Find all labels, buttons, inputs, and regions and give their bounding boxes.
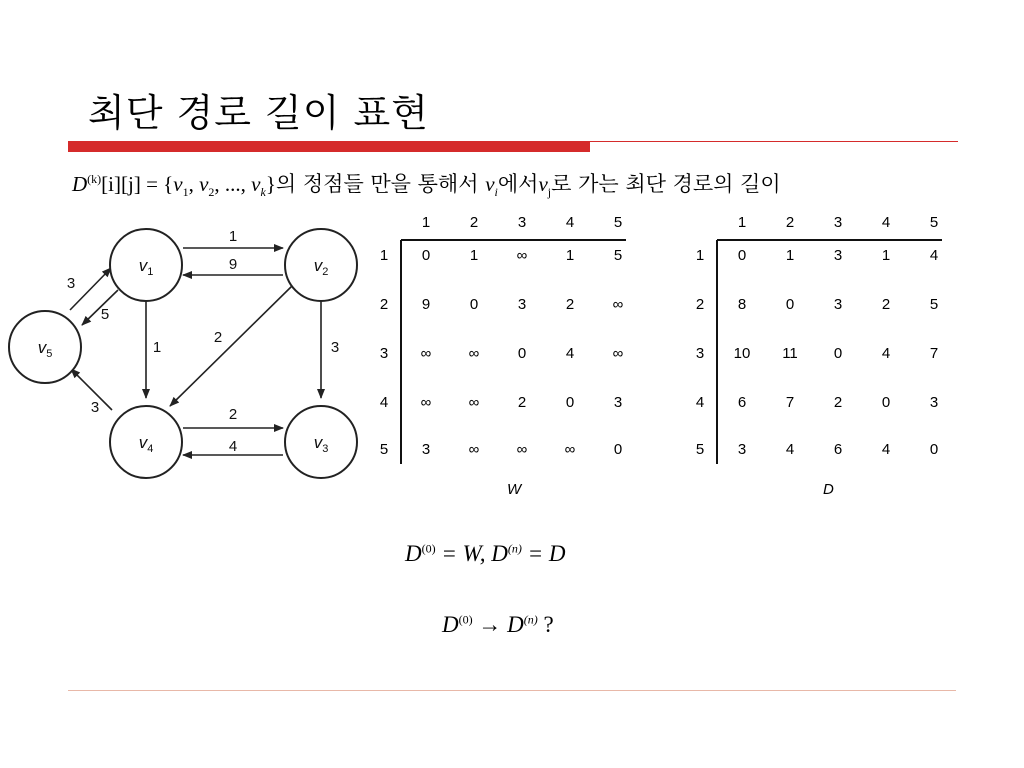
edge-v2-v4 — [170, 286, 292, 406]
matrix-d-cell: 1 — [785, 247, 795, 264]
matrix-d-col-header: 3 — [833, 214, 843, 231]
matrix-d-cell: 4 — [785, 441, 795, 458]
definition-text-1: 의 정점들 만을 통해서 — [275, 172, 486, 196]
matrix-d — [690, 214, 950, 504]
matrix-w-cell: 3 — [517, 296, 527, 313]
definition-text-2: 에서 — [497, 172, 539, 196]
weight-v5-v1: 3 — [66, 275, 76, 292]
slide-title: 최단 경로 길이 표현 — [88, 91, 429, 135]
matrix-d-cell: 3 — [833, 247, 843, 264]
matrix-w-cell: 0 — [613, 441, 623, 458]
equation-question: $D^{(0)} \to D^{(n)}$ ? — [442, 612, 554, 637]
matrix-d-cell: 6 — [833, 441, 843, 458]
definition-line — [72, 168, 781, 200]
matrix-d-row-header: 3 — [695, 345, 705, 362]
title-accent-bar — [68, 141, 590, 152]
node-label-v2: $v_2$ — [313, 256, 329, 278]
matrix-w-cell: 3 — [613, 394, 623, 411]
matrix-d-cell: 2 — [833, 394, 843, 411]
matrix-w-cell: ∞ — [564, 441, 576, 458]
matrix-w-cell: ∞ — [468, 394, 480, 411]
weight-v1-v5: 5 — [100, 306, 110, 323]
matrix-d-label: D — [823, 481, 834, 498]
matrix-w-cell: 0 — [565, 394, 575, 411]
matrix-d-cell: 7 — [929, 345, 939, 362]
matrix-w-row-header: 5 — [379, 441, 389, 458]
weight-v1-v2: 1 — [228, 228, 238, 245]
matrix-d-row-header: 1 — [695, 247, 705, 264]
node-label-v4: $v_4$ — [138, 433, 154, 455]
node-label-v3: $v_3$ — [313, 433, 329, 455]
matrix-w-cell: 2 — [565, 296, 575, 313]
matrix-w-cell: ∞ — [516, 247, 528, 264]
matrix-d-col-header: 5 — [929, 214, 939, 231]
matrix-w-cell: ∞ — [420, 345, 432, 362]
matrix-d-cell: 4 — [881, 441, 891, 458]
weight-v3-v4: 4 — [228, 438, 238, 455]
matrix-w-col-header: 1 — [421, 214, 431, 231]
matrix-d-cell: 0 — [881, 394, 891, 411]
matrix-d-cell: 7 — [785, 394, 795, 411]
matrix-w-col-header: 2 — [469, 214, 479, 231]
matrix-w-row-header: 3 — [379, 345, 389, 362]
matrix-w-cell: ∞ — [420, 394, 432, 411]
matrix-w-cell: 1 — [469, 247, 479, 264]
directed-graph — [0, 215, 380, 485]
node-label-v1: $v_1$ — [138, 256, 154, 278]
matrix-d-cell: 8 — [737, 296, 747, 313]
equation-initial-final: $D^{(0)} = W$, $D^{(n)} = D$ — [405, 541, 566, 566]
matrix-w-col-header: 5 — [613, 214, 623, 231]
matrix-d-cell: 0 — [833, 345, 843, 362]
matrix-w — [374, 214, 634, 504]
matrix-d-cell: 0 — [785, 296, 795, 313]
title-rule — [590, 141, 958, 142]
matrix-d-cell: 3 — [833, 296, 843, 313]
matrix-w-row-header: 4 — [379, 394, 389, 411]
matrix-w-cell: ∞ — [468, 345, 480, 362]
matrix-d-cell: 0 — [737, 247, 747, 264]
matrix-d-cell: 11 — [782, 345, 798, 362]
matrix-d-row-header: 5 — [695, 441, 705, 458]
matrix-d-col-header: 1 — [737, 214, 747, 231]
matrix-w-cell: 0 — [421, 247, 431, 264]
matrix-d-cell: 0 — [929, 441, 939, 458]
matrix-w-cell: 0 — [517, 345, 527, 362]
matrix-w-cell: 0 — [469, 296, 479, 313]
matrix-d-col-header: 2 — [785, 214, 795, 231]
matrix-d-cell: 6 — [737, 394, 747, 411]
footer-rule — [68, 690, 956, 691]
matrix-w-label: W — [507, 481, 522, 498]
matrix-d-cell: 4 — [929, 247, 939, 264]
vj-symbol: $v_j$ — [538, 172, 552, 200]
matrix-d-cell: 10 — [733, 345, 751, 362]
matrix-w-col-header: 3 — [517, 214, 527, 231]
definition-formula: $D^{(k)}[i][j] = \{v_1$, $v_2$, ..., $v_k$} — [72, 172, 276, 200]
matrix-w-col-header: 4 — [565, 214, 575, 231]
matrix-d-cell: 2 — [881, 296, 891, 313]
matrix-w-cell: ∞ — [516, 441, 528, 458]
weight-v2-v1: 9 — [228, 256, 238, 273]
matrix-w-row-header: 2 — [379, 296, 389, 313]
weight-v4-v3: 2 — [228, 406, 238, 423]
matrix-d-cell: 1 — [881, 247, 891, 264]
matrix-w-cell: 3 — [421, 441, 431, 458]
matrix-w-cell: 9 — [421, 296, 431, 313]
matrix-d-row-header: 4 — [695, 394, 705, 411]
definition-text-3: 로 가는 최단 경로의 길이 — [551, 172, 781, 196]
matrix-d-col-header: 4 — [881, 214, 891, 231]
matrix-w-cell: 4 — [565, 345, 575, 362]
matrix-w-cell: ∞ — [612, 296, 624, 313]
weight-v1-v4: 1 — [152, 339, 162, 356]
matrix-w-cell: 1 — [565, 247, 575, 264]
matrix-w-row-header: 1 — [379, 247, 389, 264]
matrix-w-cell: 2 — [517, 394, 527, 411]
weight-v2-v3: 3 — [330, 339, 340, 356]
matrix-d-cell: 3 — [737, 441, 747, 458]
vi-symbol: $v_i$ — [485, 172, 498, 200]
weight-v2-v4: 2 — [213, 329, 223, 346]
weight-v4-v5: 3 — [90, 399, 100, 416]
matrix-d-cell: 3 — [929, 394, 939, 411]
matrix-w-cell: ∞ — [612, 345, 624, 362]
matrix-w-cell: 5 — [613, 247, 623, 264]
matrix-d-cell: 4 — [881, 345, 891, 362]
matrix-d-cell: 5 — [929, 296, 939, 313]
matrix-w-cell: ∞ — [468, 441, 480, 458]
matrix-d-row-header: 2 — [695, 296, 705, 313]
node-label-v5: $v_5$ — [37, 338, 53, 360]
